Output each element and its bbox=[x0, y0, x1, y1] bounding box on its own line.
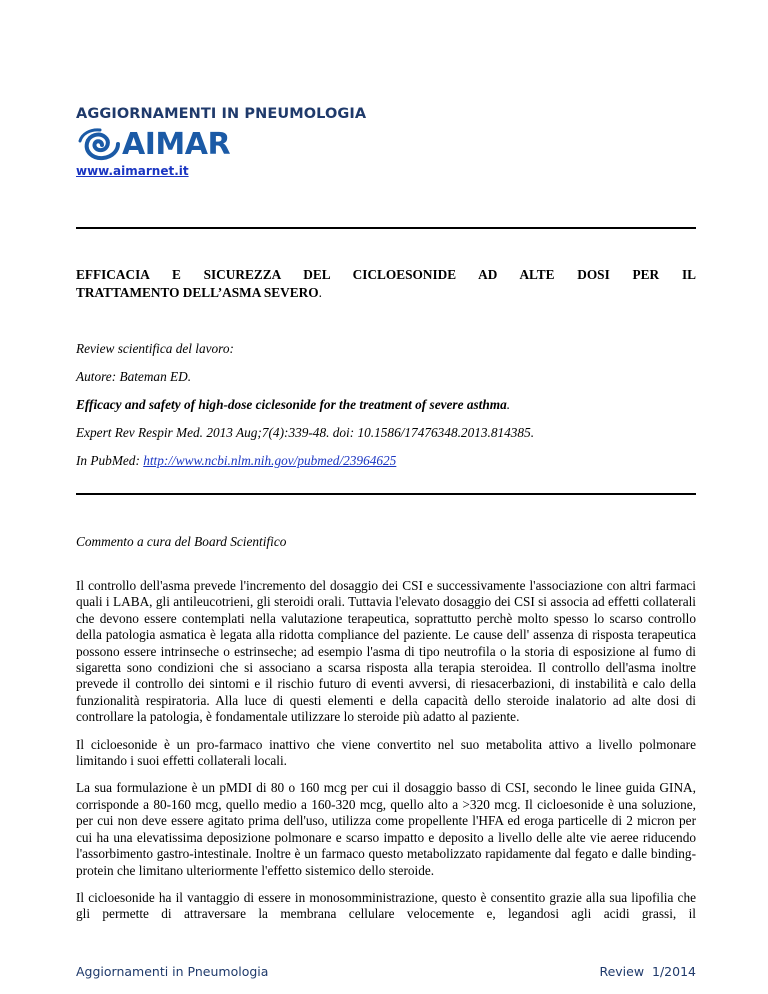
article-title-line2: TRATTAMENTO DELL’ASMA SEVERO bbox=[76, 285, 319, 300]
page-footer bbox=[76, 964, 696, 979]
header bbox=[76, 106, 366, 180]
body-text bbox=[76, 578, 696, 934]
pubmed-label: In PubMed: bbox=[76, 453, 144, 468]
paragraph: Il controllo dell'asma prevede l'incremento del dosaggio dei CSI e successivamente l'associazione con altri farmaci quali i LABA, gli antileucotrieni, gli steroidi orali. Tuttavia l'elevato dosaggio dei CSI si associa ad effetti collaterali che devono essere contemplati nella valutazione terapeutica, soprattutto perchè molto spesso lo scarso controllo della patologia asmatica è legata alla ridotta compliance del paziente. Le cause dell' assenza di risposta terapeutica possono essere intrinseche o estrinseche; ad esempio l'asma di tipo neutrofila o la storia di esposizione al fumo di sigaretta sono condizioni che si associano a scarsa risposta alla terapia steroidea. Il controllo dell'asma inoltre prevede il controllo dei sintomi e il rischio futuro di eventi avversi, di riesacerbazioni, di instabilità e calo della funzionalità respiratoria. Alla luce di questi elementi e della capacità dello steroide inalatorio ad alte dosi di controllare la patologia, è fondamentale utilizzare lo steroide più adatto al paziente. bbox=[76, 578, 696, 725]
citation: Expert Rev Respir Med. 2013 Aug;7(4):339-48. doi: 10.1586/17476348.2013.814385. bbox=[76, 425, 535, 440]
footer-left: Aggiornamenti in Pneumologia bbox=[76, 964, 269, 979]
article-title-period: . bbox=[318, 285, 322, 300]
paragraph: Il cicloesonide ha il vantaggio di essere in monosomministrazione, questo è consentito grazie alla sua lipofilia che gli permette di attraversare la membrana cellulare velocemente e, legandosi agli acidi grassi, il bbox=[76, 889, 696, 922]
footer-right: Review 1/2014 bbox=[599, 964, 696, 979]
bottom-divider bbox=[76, 493, 696, 495]
spiral-logo-icon bbox=[76, 128, 126, 162]
paragraph: La sua formulazione è un pMDI di 80 o 160 mcg per cui il dosaggio basso di CSI, secondo le linee guida GINA, corrisponde a 80-160 mcg, quello medio a 160-320 mcg, quello alto a >320 mcg. Il cicloesonide è una soluzione, per cui non deve essere agitato prima dell'uso, utilizza come propellente l'HFA ed eroga particelle di 2 micron per cui ha una elevatissima deposizione polmonare e scarso impatto e deposito a livello delle alte vie aeree riducendo l'assorbimento gastro-intestinale. Inoltre è un farmaco questo metabolizzato rapidamente dal fegato e dalle binding-protein che limitano ulteriormente l'effetto sistemico dello steroide. bbox=[76, 780, 696, 878]
paper-title-period: . bbox=[506, 397, 511, 412]
top-divider bbox=[76, 227, 696, 229]
series-title: AGGIORNAMENTI IN PNEUMOLOGIA bbox=[76, 106, 367, 122]
website-link[interactable]: www.aimarnet.it bbox=[76, 164, 189, 178]
review-label: Review scientifica del lavoro: bbox=[76, 341, 234, 356]
article-title-line1: EFFICACIA E SICUREZZA DEL CICLOESONIDE AD ALTE DOSI PER IL bbox=[76, 267, 696, 282]
author-line: Autore: Bateman ED. bbox=[76, 369, 192, 384]
pubmed-link[interactable]: http://www.ncbi.nlm.nih.gov/pubmed/23964625 bbox=[143, 453, 397, 468]
paper-title: Efficacy and safety of high-dose ciclesonide for the treatment of severe asthma bbox=[76, 397, 507, 412]
logo-wordmark: AIMAR bbox=[122, 127, 231, 162]
comment-heading: Commento a cura del Board Scientifico bbox=[76, 534, 287, 549]
article-title bbox=[76, 266, 696, 302]
review-metadata bbox=[76, 340, 696, 480]
paragraph: Il cicloesonide è un pro-farmaco inattivo che viene convertito nel suo metabolita attivo a livello polmonare limitando i suoi effetti collaterali locali. bbox=[76, 736, 696, 769]
aimar-logo bbox=[76, 128, 366, 162]
